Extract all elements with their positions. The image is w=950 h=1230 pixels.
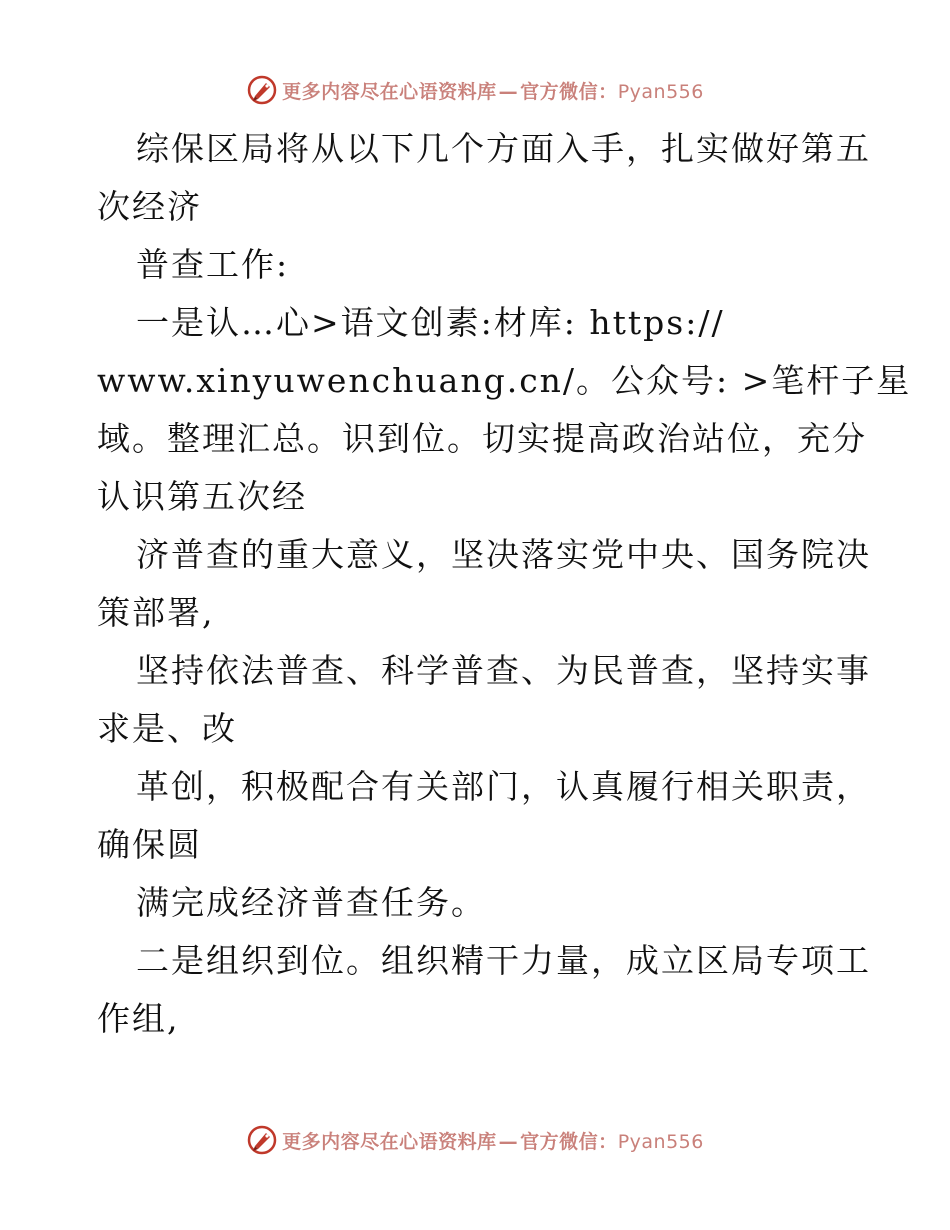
body-line: 确保圆: [97, 825, 202, 864]
body-line: 综保区局将从以下几个方面入手，扎实做好第五: [136, 129, 871, 168]
footer-banner-main: 更多内容尽在心语资料库: [282, 1130, 497, 1153]
footer-banner-text: [282, 1127, 704, 1154]
body-line: 求是、改: [97, 709, 237, 748]
body-line: 次经济: [97, 187, 202, 226]
body-line: 一是认…心>语文创素:材库: https://: [136, 303, 725, 342]
pen-nib-logo-icon: [246, 1124, 278, 1156]
body-line: 普查工作:: [136, 245, 290, 284]
header-banner: [0, 70, 950, 110]
body-line: 坚持依法普查、科学普查、为民普查，坚持实事: [136, 651, 871, 690]
body-line: 革创，积极配合有关部门，认真履行相关职责，: [136, 767, 871, 806]
body-line: 策部署,: [97, 593, 215, 632]
header-banner-wechat-label: 官方微信：: [520, 80, 618, 103]
body-line: 济普查的重大意义，坚决落实党中央、国务院决: [136, 535, 871, 574]
footer-banner-dash: —: [498, 1130, 519, 1153]
header-banner-main: 更多内容尽在心语资料库: [282, 80, 497, 103]
body-line: 认识第五次经: [97, 477, 307, 516]
body-line: www.xinyuwenchuang.cn/。公众号: >笔杆子星: [97, 361, 912, 400]
footer-banner-wechat-label: 官方微信：: [520, 1130, 618, 1153]
footer-banner: [0, 1120, 950, 1160]
body-line: 二是组织到位。组织精干力量，成立区局专项工: [136, 941, 871, 980]
header-banner-text: [282, 77, 704, 104]
body-line: 域。整理汇总。识到位。切实提高政治站位，充分: [97, 419, 867, 458]
header-banner-wechat-id: Pyan556: [617, 80, 704, 103]
footer-banner-wechat-id: Pyan556: [617, 1130, 704, 1153]
body-line: 作组,: [97, 999, 180, 1038]
document-body: [97, 120, 912, 1048]
pen-nib-logo-icon: [246, 74, 278, 106]
body-line: 满完成经济普查任务。: [136, 883, 486, 922]
header-banner-dash: —: [498, 80, 519, 103]
